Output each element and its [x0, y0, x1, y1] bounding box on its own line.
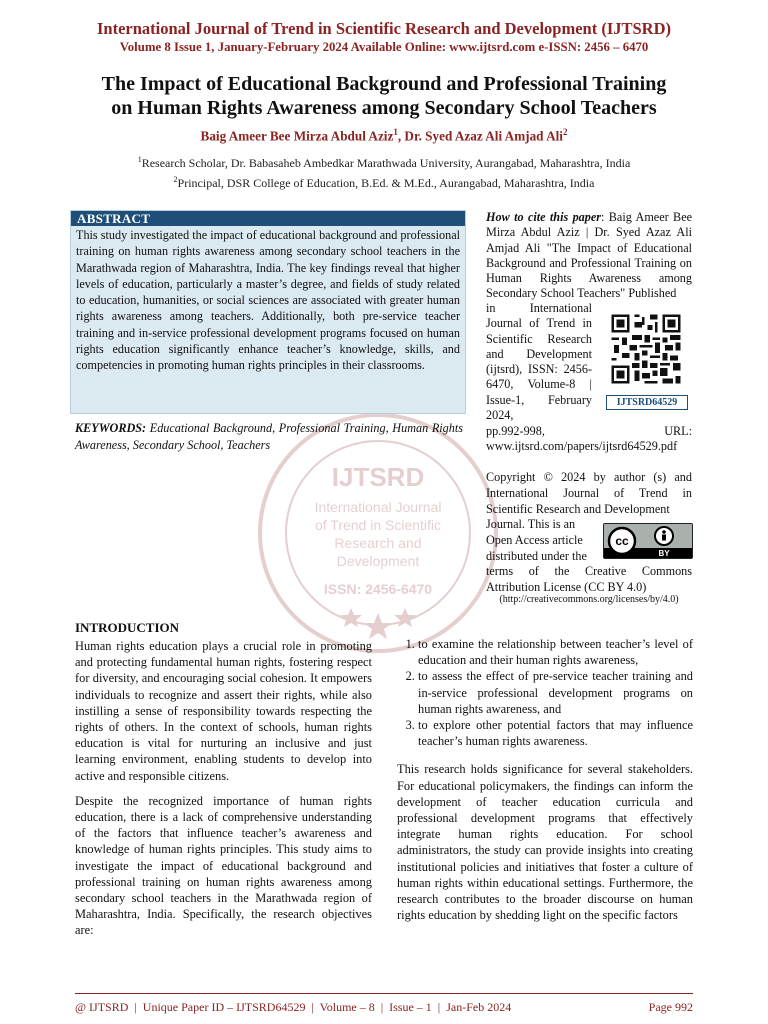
cc-by-license-icon[interactable]	[603, 523, 693, 559]
journal-volume-line: Volume 8 Issue 1, January-February 2024 Available Online: www.ijtsrd.com e-ISSN: 2456 – 6470	[119, 40, 649, 54]
footer	[75, 1000, 693, 1015]
cite-label: How to cite this paper	[486, 210, 602, 224]
copyright-text-bottom: terms of the Creative Commons Attribution License (CC BY 4.0)	[486, 564, 692, 594]
paper-id-label: IJTSRD64529	[606, 395, 688, 410]
watermark-center: IJTSRD	[331, 462, 425, 492]
watermark-line-3: Research and	[334, 535, 422, 551]
page-number: Page 992	[648, 1000, 693, 1014]
objective-item: 2. to assess the effect of pre-service teacher training and in-service professional development programs on human rights awareness, and	[418, 668, 693, 717]
keywords-text: Educational Background, Professional Training, Human Rights Awareness, Secondary School, Teachers	[75, 421, 463, 452]
intro-paragraph-1: Human rights education plays a crucial role in promoting and protecting fundamental human rights, fostering respect for diversity, and encouraging social cohesion. It empowers individuals to recognize and assert their rights, while also instilling a sense of responsibility towards respecting the rights of others. In the context of schools, human rights education is vital for nurturing an inclusive and just learning environment, enabling students to develop into active and responsible citizens.	[75, 639, 372, 783]
paper-title	[40, 72, 728, 120]
right-column	[397, 636, 693, 923]
abstract-heading: ABSTRACT	[71, 211, 465, 226]
keywords	[75, 420, 463, 453]
paper-title-line-2: on Human Rights Awareness among Secondary School Teachers	[111, 97, 657, 119]
affiliation-2	[0, 175, 768, 191]
introduction-heading: INTRODUCTION	[75, 620, 180, 635]
cite-text-bottom: pp.992-998, URL: www.ijtsrd.com/papers/ijtsrd64529.pdf	[486, 424, 692, 454]
qr-code-icon[interactable]	[609, 312, 683, 386]
author-2-sup: 2	[562, 127, 568, 137]
affiliation-1-sup: 1	[137, 155, 142, 164]
license-url[interactable]: (http://creativecommons.org/licenses/by/4.0)	[499, 594, 679, 605]
left-column	[75, 638, 372, 948]
intro-paragraph-3: This research holds significance for several stakeholders. For educational policymakers, the findings can inform the development of teacher education curricula and professional development programs that effectively integrate human rights education. For school administrators, the study can provide insights into creating institutional policies and initiatives that foster a culture of human rights within educational settings. Furthermore, the research contributes to the broader discourse on human rights education by shedding light on the specific factors	[397, 762, 693, 923]
keywords-label: KEYWORDS:	[75, 421, 147, 435]
cite-block	[486, 210, 692, 302]
objective-item: 1. to examine the relationship between teacher’s level of education and their human rights awareness,	[418, 636, 693, 668]
author-2: Dr. Syed Azaz Ali Amjad Ali	[404, 128, 563, 144]
affiliation-2-sup: 2	[173, 175, 178, 184]
copyright-text-top: Copyright © 2024 by author (s) and International Journal of Trend in Scientific Research and Development	[486, 470, 692, 516]
footer-divider	[75, 993, 693, 994]
objective-item: 3. to explore other potential factors that may influence teacher’s human rights awareness.	[418, 717, 693, 749]
cite-text-narrow: in International Journal of Trend in Scientific Research and Development (ijtsrd), ISSN: 2456-6470, Volume-8 | Issue-1, February 2024,	[486, 301, 592, 423]
cc-badge-by-text: BY	[658, 549, 670, 558]
author-separator: ,	[397, 128, 405, 144]
watermark-line-1: International Journal	[314, 499, 442, 515]
abstract-box	[70, 210, 466, 414]
author-1: Baig Ameer Bee Mirza Abdul Aziz	[200, 128, 394, 144]
affiliation-2-text: Principal, DSR College of Education, B.Ed. & M.Ed., Aurangabad, Maharashtra, India	[177, 176, 595, 190]
author-1-sup: 1	[393, 127, 398, 137]
objectives-list	[397, 636, 693, 749]
abstract-text: This study investigated the impact of educational background and professional training on human rights awareness among secondary school teachers in the Marathwada region of Maharashtra, India. The key findings reveal that higher levels of education, particularly a master’s degree, and fields of study related to education, humanities, or social sciences are associated with greater human rights awareness among teachers. Additionally, both pre-service teacher training and in-service professional development programs focused on human rights education significantly enhance teacher’s knowledge, skills, and competencies in promoting human rights principles in their classrooms.	[76, 228, 460, 373]
authors	[0, 127, 768, 144]
journal-title: International Journal of Trend in Scientific Research and Development (IJTSRD)	[97, 19, 671, 38]
footer-left: @ IJTSRD | Unique Paper ID – IJTSRD64529 | Volume – 8 | Issue – 1 | Jan-Feb 2024	[75, 1000, 512, 1014]
cite-text-top: Baig Ameer Bee Mirza Abdul Aziz | Dr. Syed Azaz Ali Amjad Ali "The Impact of Educational Background and Professional Training on Human Rights Awareness among Secondary School Teachers" Published	[486, 210, 693, 301]
copyright-text-narrow: Journal. This is an Open Access article distributed under the	[486, 517, 587, 563]
paper-title-line-1: The Impact of Educational Background and Professional Training	[101, 73, 667, 95]
watermark-issn: ISSN: 2456-6470	[323, 581, 433, 597]
intro-paragraph-2: Despite the recognized importance of human rights education, there is a lack of comprehensive understanding of the factors that influence teacher’s awareness and knowledge of human rights principles. This study aims to investigate the impact of educational background and professional training on human rights awareness among secondary school teachers in the Marathwada region of Maharashtra, India. Specifically, the research objectives are:	[75, 793, 372, 938]
watermark-line-4: Development	[336, 553, 420, 569]
affiliation-1	[0, 155, 768, 171]
watermark-line-2: of Trend in Scientific	[314, 517, 442, 533]
cite-colon: :	[601, 210, 609, 224]
cc-badge-cc-text: cc	[615, 534, 629, 548]
affiliation-1-text: Research Scholar, Dr. Babasaheb Ambedkar Marathwada University, Aurangabad, Maharashtra, India	[141, 156, 631, 170]
